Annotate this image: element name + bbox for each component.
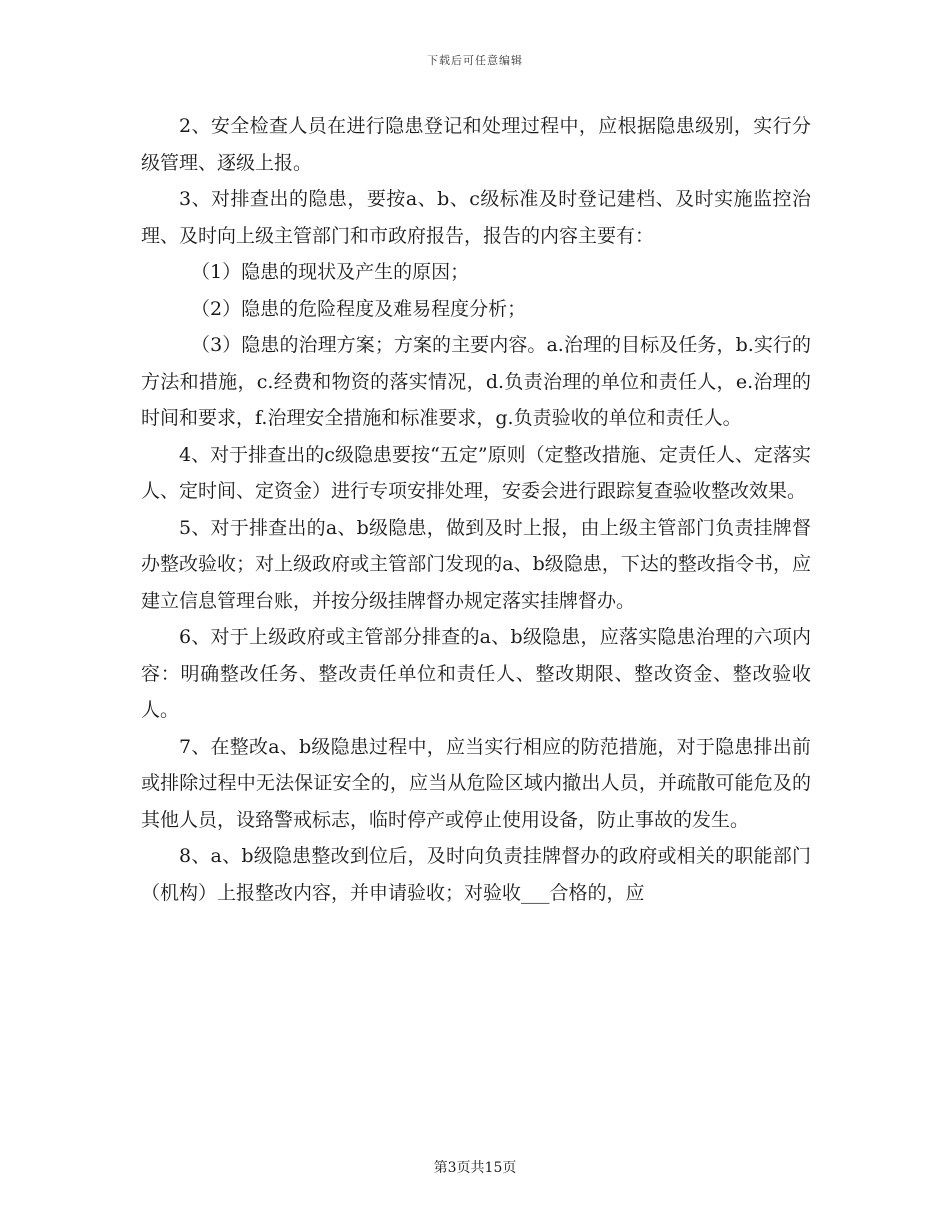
paragraph-item-6: 6、对于上级政府或主管部分排查的a、b级隐患，应落实隐患治理的六项内容：明确整改任务、整改责任单位和责任人、整改期限、整改资金、整改验收人。 [141,626,811,721]
page-number: 第3页共15页 [433,1160,517,1176]
paragraph-item-2: 2、安全检查人员在进行隐患登记和处理过程中，应根据隐患级别，实行分级管理、逐级上报。 [141,115,811,174]
sub-item-1: （1）隐患的现状及产生的原因； [191,261,470,283]
paragraph-item-5: 5、对于排查出的a、b级隐患，做到及时上报，由上级主管部门负责挂牌督办整改验收；对上级政府或主管部门发现的a、b级隐患，下达的整改指令书，应建立信息管理台账，并按分级挂牌督办规定落实挂牌督办。 [141,516,811,612]
paragraph-item-7: 7、在整改a、b级隐患过程中，应当实行相应的防范措施，对于隐患排出前或排除过程中无法保证安全的，应当从危险区域内撤出人员，并疏散可能危及的其他人员，设臵警戒标志，临时停产或停止使用设备，防止事故的发生。 [141,735,811,831]
sub-item-2: （2）隐患的危险程度及难易程度分析； [191,297,527,320]
paragraph-item-8: 8、a、b级隐患整改到位后，及时向负责挂牌督办的政府或相关的职能部门（机构）上报整改内容，并申请验收；对验收___合格的，应 [141,845,811,904]
sub-item-3: （3）隐患的治理方案；方案的主要内容。a.治理的目标及任务，b.实行的方法和措施，c.经费和物资的落实情况，d.负责治理的单位和责任人，e.治理的时间和要求，f.治理安全措施和标准要求，g.负责验收的单位和责任人。 [141,334,811,429]
page-header: 下载后可任意编辑 [427,54,523,67]
paragraph-item-4: 4、对于排查出的c级隐患要按“五定”原则（定整改措施、定责任人、定落实人、定时间、定资金）进行专项安排处理，安委会进行跟踪复查验收整改效果。 [141,443,811,502]
paragraph-item-3: 3、对排查出的隐患，要按a、b、c级标准及时登记建档、及时实施监控治理、及时向上级主管部门和市政府报告，报告的内容主要有： [141,188,811,247]
document-body [141,108,811,911]
